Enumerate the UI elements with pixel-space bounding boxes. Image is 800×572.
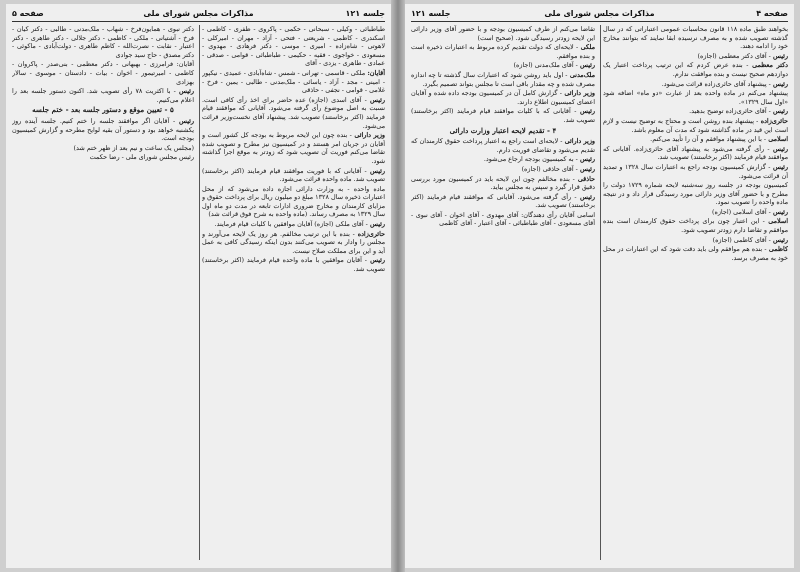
speech-paragraph (12, 87, 194, 104)
speech-text: - آقای اسدی (اجازه) عده حاضر برای اخذ رأی کافی است. نسبت به اصل موضوع رأی گرفته می‌شود. آقایانی که موافقند قیام فرمایند (اکثر برخاستند) تصویب شد. پیشنهاد آقای نخست‌وزیر قرائت می‌شود. (202, 95, 385, 130)
speech-paragraph (603, 61, 788, 78)
speech-text: - آقای اسلامی (اجازه) (712, 207, 771, 216)
speaker-name: وزیر دارائی (351, 131, 385, 140)
speaker-name: وزیر دارائی (561, 89, 595, 98)
speaker-name: حاذقی (574, 174, 595, 183)
speech-text: - بنده عرض کردم که این ترتیب پرداخت اعتبار یک دوازدهم صحیح نیست و بنده موافقت ندارم. (603, 61, 788, 78)
speech-paragraph (411, 71, 595, 88)
speaker-name: رئیس (770, 235, 788, 244)
speech-text: - لایحه‌ای که دولت تقدیم کرده مربوط به اعتبارات ذخیره است و بنده موافقم. (411, 43, 595, 60)
speaker-name: رئیس (576, 192, 595, 201)
speech-text: - اول باید روشن شود که اعتبارات سال گذشته تا چه اندازه مصرف شده و چه مقدار باقی است تا مجلس بتواند تصمیم بگیرد. (411, 70, 595, 88)
right-page-header (411, 8, 788, 20)
speech-text: - آقای حائری‌زاده توضیح بدهید. (689, 107, 771, 116)
section-heading: ۵ - تعیین موقع و دستور جلسه بعد - ختم جلسه (32, 105, 174, 115)
speech-text: ملکی - قاسمی - تهرانی - شمس - شاه‌آبادی - عمیدی - نیکپور - امینی - مجد - آزاد - یاسائی - ملک‌مدنی - طالبی - یمین - فرخ - غلامی - قوامی - نجفی - حاذقی (202, 68, 385, 95)
speech-paragraph (603, 208, 788, 217)
speaker-name: دکتر معظمی (748, 61, 788, 70)
speech-text: (مجلس یک ساعت و نیم بعد از ظهر ختم شد) (73, 143, 194, 152)
speech-text: - لایحه‌ای است راجع به اعتبار پرداخت حقوق کارمندان که تقدیم می‌شود و تقاضای فوریت دارم. (411, 137, 595, 154)
speech-paragraph (202, 131, 385, 165)
speaker-name: رئیس (366, 95, 385, 104)
speech-text: ماده واحده - به وزارت دارائی اجازه داده می‌شود که از محل اعتبارات ذخیره سال ۱۳۲۸ مبلغ دو میلیون ریال برای پرداخت حقوق و مزایای کارمندان و مخارج ضروری ادارات تابعه در مدت دو ماه اول سال ۱۳۲۹ به مصرف رساند. (ماده واحده به شرح فوق قرائت شد) (202, 184, 385, 219)
left-page-header-rule (12, 21, 385, 22)
speaker-name: اسلامی (766, 135, 788, 144)
speech-paragraph (603, 236, 788, 245)
speaker-name: رئیس (769, 144, 788, 153)
speech-paragraph (603, 25, 788, 51)
speech-text: - این اعتبار چون برای پرداخت حقوق کارمندان است بنده موافقم و تقاضا دارم زودتر تصویب شود. (603, 217, 788, 235)
speech-paragraph (603, 52, 788, 61)
speech-paragraph (202, 256, 385, 273)
left-page-session: جلسه ۱۲۱ (345, 9, 385, 18)
left-page-column-right (202, 25, 385, 562)
right-page (405, 4, 794, 568)
speech-paragraph (411, 193, 595, 210)
speech-paragraph (411, 211, 595, 228)
speech-paragraph (202, 167, 385, 184)
speech-paragraph (202, 185, 385, 219)
speaker-name: کاظمی (766, 245, 788, 254)
speech-text: رئیس مجلس شورای ملی - رضا حکمت (89, 153, 194, 162)
speech-text: - آقای کاظمی (اجازه) (712, 235, 771, 244)
speech-paragraph (603, 245, 788, 262)
section-heading: ۴ - تقدیم لایحه اعتبار وزارت دارائی (449, 125, 557, 135)
speech-paragraph (411, 107, 595, 124)
speaker-name: رئیس (367, 220, 385, 229)
speech-paragraph (603, 117, 788, 134)
speech-paragraph (202, 220, 385, 229)
left-page-header (12, 8, 385, 20)
speaker-name: وزیر دارائی (562, 137, 595, 146)
speech-text: - پیشنهاد آقای حائری‌زاده قرائت می‌شود. (661, 79, 771, 88)
speech-paragraph (411, 165, 595, 174)
book-gutter (391, 0, 405, 572)
right-page-column-left (411, 25, 595, 562)
speech-text: آقایان: فرامرزی - بهبهانی - دکتر معظمی - بنی‌صدر - پاکروان - کاظمی - امیرتیمور - اخوان - بیات - دادستان - موسوی - سالار بهزادی (12, 60, 194, 86)
speech-paragraph (603, 135, 788, 144)
speech-text: طباطبائی - وکیلی - سبحانی - حکمی - پاکروی - ظفری - کاظمی - اسکندری - کاظمی - شریعتی - فتحی - آزاد - مهران - امیرکلی - لاهوتی - شاه‌زاده - امیری - موسی - دکتر فرهادی - مهدوی - مسعودی - خواجوی - فقیه - حکیمی - طباطبائی - قوامی - صدقی - عمادی - طاهری - یزدی - آقای (202, 25, 385, 68)
speech-text: تقاضا می‌کنم از طرف کمیسیون بودجه و با حضور آقای وزیر دارائی این لایحه زودتر رسیدگی شود. (صحیح است) (411, 25, 595, 42)
speech-paragraph (202, 25, 385, 68)
right-page-number: صفحه ۴ (756, 9, 788, 18)
speaker-name: حائری‌زاده (354, 229, 385, 238)
speech-paragraph (411, 43, 595, 60)
speaker-name: رئیس (175, 87, 194, 96)
right-page-session: جلسه ۱۲۱ (411, 9, 451, 18)
speech-paragraph (603, 80, 788, 89)
speech-paragraph (202, 69, 385, 95)
left-page (6, 4, 391, 568)
speech-text: پیشنهاد می‌کنم در ماده واحده بعد از عبارت «دو ماه» اضافه شود «اول سال ۱۳۲۹». (603, 89, 788, 106)
speech-text: - آقای دکتر معظمی (اجازه) (697, 51, 771, 60)
speech-text: - رأی گرفته می‌شود. آقایانی که موافقند قیام فرمایند (اکثر برخاستند) تصویب شد. (411, 192, 595, 210)
speech-paragraph (411, 137, 595, 154)
speech-paragraph (12, 144, 194, 153)
speech-text: - آقایان موافقین با ماده واحده قیام فرمایند (اکثر برخاستند) تصویب شد. (202, 256, 385, 274)
right-page-column-right (603, 25, 788, 562)
speech-text: کمیسیون بودجه در جلسه روز سه‌شنبه لایحه شماره ۱۷۲۹ دولت را مطرح و با حضور آقای وزیر دارائی مورد رسیدگی قرار داد و در نتیجه ماده واحده را تصویب نمود. (603, 181, 788, 207)
speech-paragraph (603, 217, 788, 234)
speech-text: - رأی گرفته می‌شود به پیشنهاد آقای حائری‌زاده. آقایانی که موافقند قیام فرمایند (اکثر برخاستند) تصویب شد. (603, 144, 788, 162)
speaker-name: آقایان: (365, 68, 385, 77)
speech-text: - آقایان اگر موافقند جلسه را ختم کنیم. جلسه آینده روز یکشنبه خواهد بود و دستور آن بقیه لوایح مطرحه و گزارش کمیسیون بودجه است. (12, 116, 194, 143)
speech-text: - آقای حاذقی (اجازه) (521, 164, 578, 173)
speech-text: - آقای ملکی (اجازه) آقایان موافقین با کلیات قیام فرمایند. (214, 220, 368, 229)
speaker-name: اسلامی (764, 217, 788, 226)
speech-text: - به کمیسیون بودجه ارجاع می‌شود. (483, 155, 578, 164)
speaker-name: رئیس (770, 162, 788, 171)
speech-text: - آقایانی که با کلیات موافقند قیام فرمایند (اکثر برخاستند) تصویب شد. (411, 107, 595, 124)
speaker-name: رئیس (770, 51, 788, 60)
speaker-name: رئیس (770, 207, 788, 216)
speech-text: بخواهند طبق ماده ۱۱۸ قانون محاسبات عمومی اعتباراتی که در سال گذشته تصویب شده و به مصرف نرسیده ابقا نمایند که بتوانند مخارج خود را ادامه دهند. (603, 25, 788, 51)
speech-text: - با این پیشنهاد موافقم و آن را تأیید می‌کنم. (650, 135, 767, 144)
speaker-name: رئیس (366, 256, 385, 265)
speech-paragraph (411, 175, 595, 192)
speaker-name: رئیس (576, 107, 595, 116)
speaker-name: ملکی (578, 43, 595, 52)
left-page-title: مذاکرات مجلس شورای ملی (143, 9, 254, 18)
speech-text: - آقایانی که با فوریت موافقند قیام فرمایند (اکثر برخاستند) تصویب شد. ماده واحده قرائت می‌شود. (202, 166, 385, 184)
speech-paragraph (202, 96, 385, 130)
speech-text: - آقای ملک‌مدنی (اجازه) (513, 61, 578, 70)
speaker-name: رئیس (770, 107, 788, 116)
speech-paragraph (603, 163, 788, 180)
right-page-title: مذاکرات مجلس شورای ملی (544, 9, 655, 18)
speech-text: - پیشنهاد بنده روشن است و محتاج به توضیح نیست و لازم است این قید در ماده گذاشته شود که مدت آن معلوم باشد. (603, 116, 788, 134)
speech-text: - گزارش کمیسیون بودجه راجع به اعتبارات سال ۱۳۲۸ و تمدید آن قرائت می‌شود. (603, 162, 788, 180)
speech-paragraph (202, 230, 385, 256)
right-page-column-divider (600, 25, 601, 560)
speech-text: - بنده هم موافقم ولی باید دقت شود که این اعتبارات در محل خود به مصرف برسد. (603, 245, 788, 262)
speech-paragraph (603, 89, 788, 106)
speech-text: اسامی آقایان رأی دهندگان: آقای مهدوی - آقای اخوان - آقای نبوی - آقای مسعودی - آقای طباطبائی - آقای اعتبار - آقای کاظمی (411, 210, 595, 228)
speech-text: - با اکثریت ۷۸ رأی تصویب شد. اکنون دستور جلسه بعد را اعلام می‌کنیم. (12, 87, 194, 104)
left-page-number: صفحه ۵ (12, 9, 44, 18)
left-page-column-left (12, 25, 194, 562)
speech-paragraph (603, 107, 788, 116)
speaker-name: رئیس (577, 61, 595, 70)
speech-text: - بنده با این ترتیب مخالفم. هر روز یک لایحه می‌آورند و مجلس را وادار به تصویب می‌کنند بدون اینکه رسیدگی کافی به عمل آید و این برای مملکت صلاح نیست. (202, 229, 385, 255)
speaker-name: رئیس (770, 79, 788, 88)
speech-text: - بنده مخالفم چون این لایحه باید در کمیسیون مورد بررسی دقیق قرار گیرد و سپس به مجلس بیاید. (411, 174, 595, 192)
speech-paragraph (12, 153, 194, 162)
right-page-header-rule (411, 21, 788, 22)
speaker-name: حائری‌زاده (758, 116, 788, 125)
speech-text: - بنده چون این لایحه مربوط به بودجه کل کشور است و آقایان در جریان امر هستند و در کمیسیون نیز مطرح و تصویب شده تقاضا می‌کنم فوریت آن تصویب شود که زودتر به موقع اجرا گذاشته شود. (202, 131, 385, 165)
speech-paragraph (12, 60, 194, 86)
speaker-name: رئیس (366, 166, 385, 175)
speech-paragraph (12, 25, 194, 59)
speech-paragraph (411, 89, 595, 106)
speech-paragraph (411, 155, 595, 164)
speech-paragraph (411, 61, 595, 70)
speaker-name: رئیس (577, 155, 595, 164)
speaker-name: رئیس (175, 116, 194, 125)
left-page-column-divider (199, 25, 200, 560)
speech-paragraph (411, 25, 595, 42)
speech-paragraph (603, 181, 788, 207)
speech-paragraph (603, 145, 788, 162)
speaker-name: رئیس (577, 164, 595, 173)
speech-text: - گزارش کامل آن در کمیسیون بودجه داده شده و آقایان اعضای کمیسیون اطلاع دارند. (411, 89, 595, 106)
speech-paragraph (12, 117, 194, 143)
speaker-name: ملک‌مدنی (567, 70, 595, 79)
speech-text: دکتر نبوی - همایون‌فرخ - شهاب - ملک‌مدنی - طالبی - دکتر کیان - فرخ - آشتیانی - ملکی - کاظمی - دکتر جلالی - دکتر طاهری - دکتر اعتبار - نقابت - نصرت‌الله - کاظم طاهری - دولت‌آبادی - ماکوئی - دکتر مصدق - حاج سید جوادی (12, 25, 194, 59)
